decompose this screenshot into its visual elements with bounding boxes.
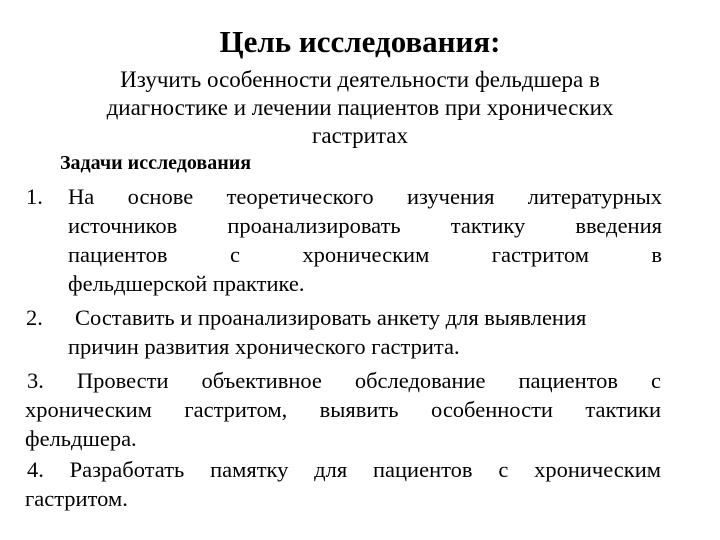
task-line: источников проанализировать тактику введения xyxy=(68,213,662,238)
slide-title: Цель исследования: xyxy=(219,24,501,59)
task-item-4 xyxy=(25,455,661,513)
task-line: хроническим гастритом, выявить особенности тактики xyxy=(25,397,661,422)
task-line: Составить и проанализировать анкету для выявления xyxy=(75,305,587,330)
goal-line: диагностике и лечении пациентов при хронических xyxy=(106,95,614,120)
research-goal xyxy=(40,66,680,150)
task-number: 1. xyxy=(26,184,43,209)
task-line: 4. Разработать памятку для пациентов с хроническим xyxy=(27,457,661,482)
tasks-heading: Задачи исследования xyxy=(60,152,252,174)
goal-line: Изучить особенности деятельности фельдшера в xyxy=(120,67,600,92)
task-line: пациентов с хроническим гастритом в xyxy=(68,242,662,267)
task-text xyxy=(75,303,665,332)
task-line: 3. Провести объективное обследование пациентов с xyxy=(27,368,661,393)
task-number: 2. xyxy=(26,305,43,330)
task-line: причин развития хронического гастрита. xyxy=(68,334,460,359)
goal-line: гастритах xyxy=(311,123,409,148)
task-line: фельдшерской практике. xyxy=(68,271,305,296)
task-line: На основе теоретического изучения литературных xyxy=(68,184,662,209)
task-text-continued xyxy=(68,332,662,361)
task-text xyxy=(68,182,662,298)
task-line: фельдшера. xyxy=(25,426,137,451)
task-item-3 xyxy=(25,366,661,453)
task-line: гастритом. xyxy=(25,486,128,511)
